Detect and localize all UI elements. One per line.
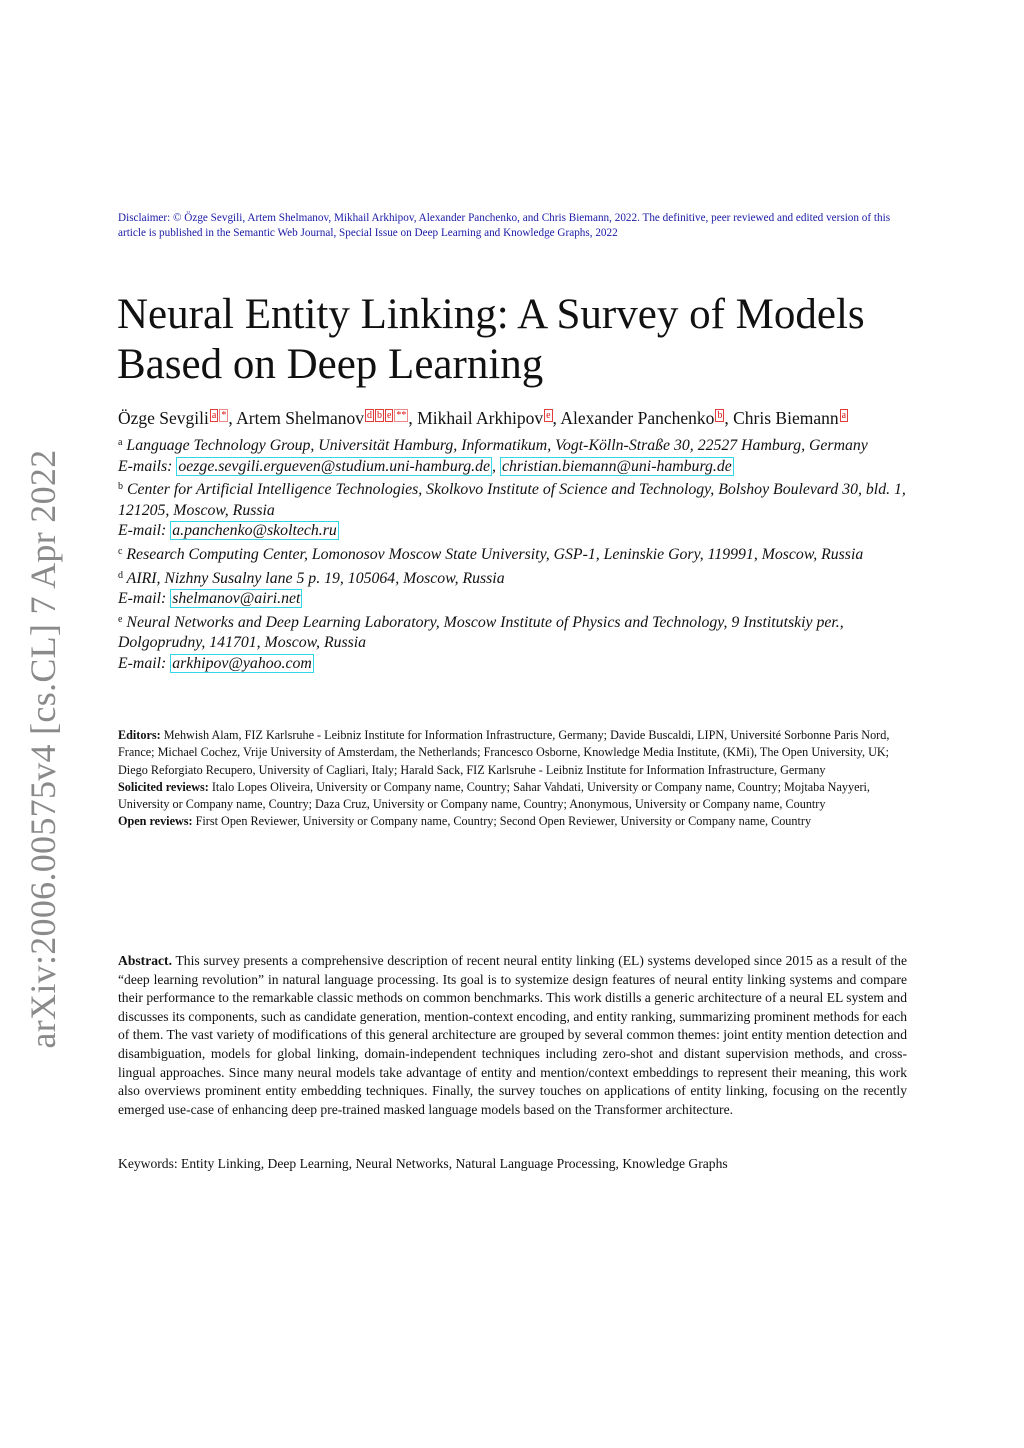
email-link[interactable]: oezge.sevgili.ergueven@studium.uni-hamburg.de	[178, 457, 491, 475]
affiliation-ref-link[interactable]: a	[211, 410, 217, 421]
email-prefix: E-mail:	[118, 522, 171, 540]
affiliation-text: Center for Artificial Intelligence Technologies, Skolkovo Institute of Science and Technology, Bolshoy Boulevard 30, bld. 1, 121205, Moscow, Russia	[118, 481, 906, 519]
affiliation-e-emails	[118, 654, 908, 675]
arxiv-stamp-text: arXiv:2006.00575v4 [cs.CL] 7 Apr 2022	[23, 449, 63, 1049]
arxiv-stamp	[20, 449, 66, 1049]
affiliation-e	[118, 610, 908, 654]
author-separator: ,	[408, 408, 418, 428]
affiliation-c	[118, 542, 908, 566]
affiliation-label: a	[118, 437, 123, 448]
author-name: Özge Sevgili	[118, 408, 209, 428]
editors	[118, 727, 908, 779]
footnote-ref-link[interactable]: *	[221, 410, 227, 421]
email-prefix: E-mail:	[118, 654, 171, 672]
email-prefix: E-mail:	[118, 590, 171, 608]
author-name: Alexander Panchenko	[560, 408, 715, 428]
email-prefix: E-mails:	[118, 457, 177, 475]
affiliation-ref-link[interactable]: b	[376, 410, 382, 421]
solicited-reviews-text: Italo Lopes Oliveira, University or Company name, Country; Sahar Vahdati, University or Company name, Country; Mojtaba Nayyeri, University or Company name, Country; Daza Cruz, University or Company name, Country; Anonymous, University or Company name, Country	[118, 779, 870, 812]
affiliation-ref-link[interactable]: a	[841, 410, 847, 421]
email-link[interactable]: christian.biemann@uni-hamburg.de	[501, 457, 732, 475]
editorial-info	[118, 727, 908, 831]
open-reviews-label: Open reviews:	[118, 814, 193, 829]
solicited-reviews	[118, 779, 908, 814]
author-separator: ,	[724, 408, 734, 428]
author-name: Mikhail Arkhipov	[417, 408, 544, 428]
affiliation-label: d	[118, 569, 123, 581]
affiliation-ref-link[interactable]: d	[366, 410, 372, 421]
affiliation-text: Research Computing Center, Lomonosov Moscow State University, GSP-1, Leninskie Gory, 119991, Moscow, Russia	[126, 545, 864, 563]
affiliations	[118, 433, 908, 675]
abstract	[118, 952, 907, 1119]
affiliation-text: Language Technology Group, Universität Hamburg, Informatikum, Vogt-Kölln-Straße 30, 22527 Hamburg, Germany	[126, 437, 868, 454]
affiliation-ref-link[interactable]: e	[546, 410, 551, 421]
open-reviews-text: First Open Reviewer, University or Company name, Country; Second Open Reviewer, University or Company name, Country	[192, 814, 812, 829]
affiliation-d	[118, 566, 908, 590]
affiliation-ref-link[interactable]: b	[717, 410, 723, 421]
email-link[interactable]: shelmanov@airi.net	[172, 590, 301, 608]
email-separator: ,	[492, 457, 500, 475]
affiliation-text: AIRI, Nizhny Susalny lane 5 p. 19, 105064, Moscow, Russia	[126, 569, 505, 587]
author-separator: ,	[228, 408, 237, 428]
author-list	[118, 405, 918, 431]
disclaimer[interactable]: Disclaimer: © Özge Sevgili, Artem Shelmanov, Mikhail Arkhipov, Alexander Panchenko, and Chris Biemann, 2022. The definitive, peer reviewed and edited version of this article is published in the Semantic Web Journal, Special Issue on Deep Learning and Knowledge Graphs, 2022	[118, 212, 891, 239]
editors-label: Editors:	[118, 728, 161, 742]
paper-title: Neural Entity Linking: A Survey of Models Based on Deep Learning	[117, 291, 865, 388]
abstract-text: This survey presents a comprehensive description of recent neural entity linking (EL) systems developed since 2015 as a result of the “deep learning revolution” in natural language processing. Its goal is to systemize design features of neural entity linking systems and compare their performance to the remarkable classic methods on common benchmarks. This work distills a generic architecture of a neural EL system and discusses its components, such as candidate generation, mention-context encoding, and entity ranking, summarizing prominent methods for each of them. The vast variety of modifications of this general architecture are grouped by several common themes: joint entity mention detection and disambiguation, models for global linking, domain-independent techniques including zero-shot and distant supervision methods, and cross-lingual approaches. Since many neural models take advantage of entity and mention/context embeddings to represent their meaning, this work also overviews prominent entity embedding techniques. Finally, the survey touches on applications of entity linking, focusing on the recently emerged use-case of enhancing deep pre-trained masked language models based on the Transformer architecture.	[118, 953, 907, 1117]
abstract-label: Abstract.	[118, 953, 172, 968]
affiliation-d-emails	[118, 589, 908, 610]
affiliation-ref-link[interactable]: e	[386, 410, 392, 421]
author-name: Artem Shelmanov	[236, 408, 364, 428]
email-link[interactable]: a.panchenko@skoltech.ru	[172, 522, 337, 540]
affiliation-label: b	[118, 481, 123, 493]
affiliation-text: Neural Networks and Deep Learning Laboratory, Moscow Institute of Physics and Technology, 9 Institutskiy per., Dolgoprudny, 141701, Moscow, Russia	[118, 613, 844, 652]
affiliation-a	[118, 433, 908, 457]
affiliation-b	[118, 477, 908, 521]
author-separator: ,	[552, 408, 561, 428]
keywords: Keywords: Entity Linking, Deep Learning, Neural Networks, Natural Language Processing, Knowledge Graphs	[118, 1156, 728, 1171]
editors-text: Mehwish Alam, FIZ Karlsruhe - Leibniz Institute for Information Infrastructure, Germany; Davide Buscaldi, LIPN, Université Sorbonne Paris Nord, France; Michael Cochez, Vrije University of Amsterdam, the Netherlands; Francesco Osborne, Knowledge Media Institute, (KMi), The Open University, UK; Diego Reforgiato Recupero, University of Cagliari, Italy; Harald Sack, FIZ Karlsruhe - Leibniz Institute for Information Infrastructure, Germany	[118, 728, 890, 777]
email-link[interactable]: arkhipov@yahoo.com	[172, 654, 312, 672]
affiliation-a-emails	[118, 457, 908, 478]
affiliation-b-emails	[118, 521, 908, 542]
open-reviews	[118, 813, 908, 830]
footnote-ref-link[interactable]: **	[396, 410, 407, 421]
solicited-reviews-label: Solicited reviews:	[118, 779, 209, 794]
affiliation-label: e	[118, 613, 123, 625]
affiliation-label: c	[118, 545, 123, 557]
author-name: Chris Biemann	[733, 408, 839, 428]
